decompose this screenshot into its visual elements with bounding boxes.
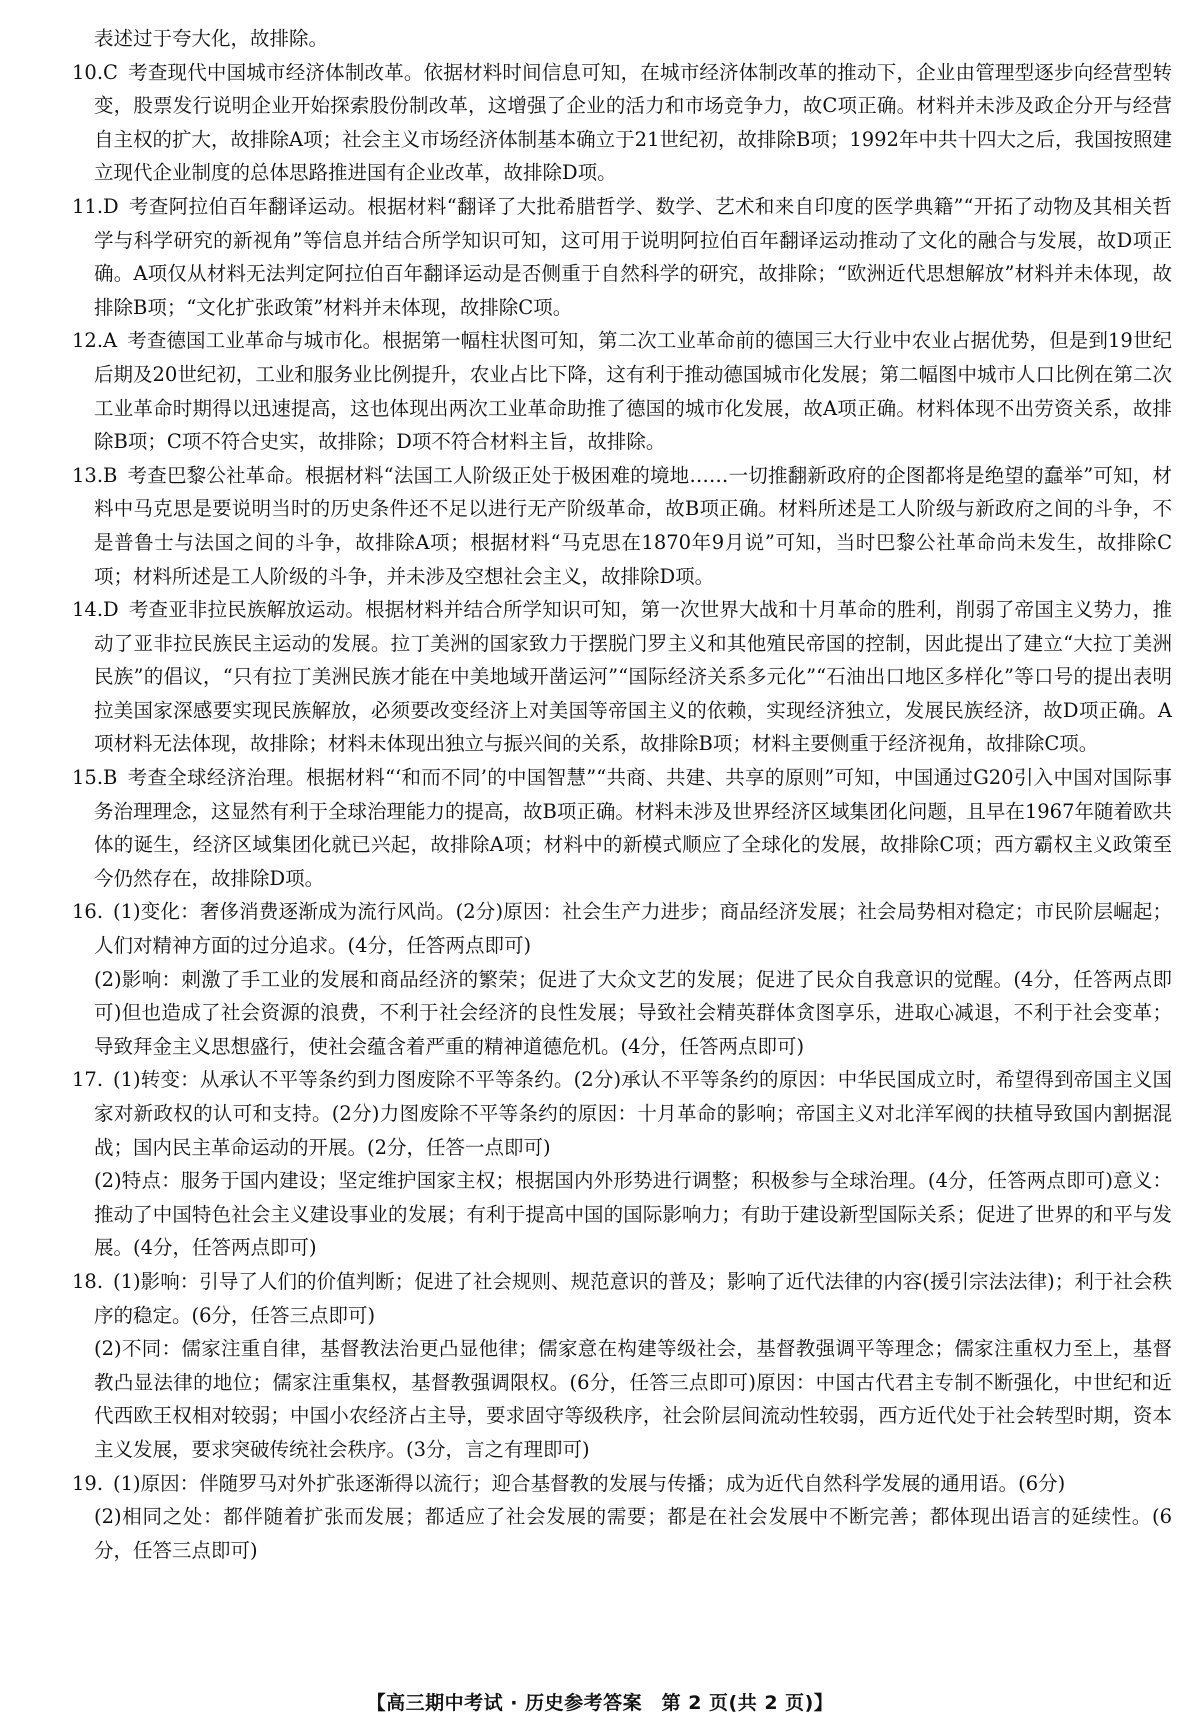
answer-text: 考查亚非拉民族解放运动。根据材料并结合所学知识可知，第一次世界大战和十月革命的胜利，削弱了帝国主义势力，推动了亚非拉民族民主运动的发展。拉丁美洲的国家致力于摆脱门罗主义和其他殖民帝国的控制，因此提出了建立“大拉丁美洲民族”的倡议，“只有拉丁美洲民族才能在中美地域开凿运河”“国际经济关系多元化”“石油出口地区多样化”等口号的提出表明拉美国家深感要实现民族解放，必须要改变经济上对美国等帝国主义的依赖，实现经济独立，发展民族经济，故D项正确。A项材料无法体现，故排除；材料未体现出独立与振兴间的关系，故排除B项；材料主要侧重于经济视角，故排除C项。 <box>94 598 1172 756</box>
answer-item <box>72 1467 1172 1501</box>
answer-number: 16. <box>72 900 104 924</box>
answer-subpart: (2)不同：儒家注重自律，基督教法治更凸显他律；儒家意在构建等级社会，基督教强调平等理念；儒家注重权力至上，基督教凸显法律的地位；儒家注重集权，基督教强调限权。(6分，任答三点即可)原因：中国古代君主专制不断强化，中世纪和近代西欧王权相对较弱；中国小农经济占主导，要求固守等级秩序，社会阶层间流动性较弱，西方近代处于社会转型时期，资本主义发展，要求突破传统社会秩序。(3分，言之有理即可) <box>94 1337 1172 1461</box>
answer-item <box>72 459 1172 593</box>
answer-number: 12.A <box>72 329 118 353</box>
answer-number: 13.B <box>72 463 118 487</box>
answer-number: 14.D <box>72 598 119 622</box>
answer-text: (1)转变：从承认不平等条约到力图废除不平等条约。(2分)承认不平等条约的原因：中华民国成立时，希望得到帝国主义国家对新政权的认可和支持。(2分)力图废除不平等条约的原因：十月革命的影响；帝国主义对北洋军阀的扶植导致国内割据混战；国内民主革命运动的开展。(2分，任答一点即可) <box>94 1068 1172 1159</box>
answer-item <box>72 761 1172 895</box>
answer-number: 15.B <box>72 766 118 790</box>
answer-item <box>72 190 1172 324</box>
answer-item <box>72 1265 1172 1332</box>
answer-text: (1)影响：引导了人们的价值判断；促进了社会规则、规范意识的普及；影响了近代法律的内容(援引宗法法律)；利于社会秩序的稳定。(6分，任答三点即可) <box>94 1269 1172 1327</box>
answer-number: 17. <box>72 1068 104 1092</box>
answer-text: 考查现代中国城市经济体制改革。依据材料时间信息可知，在城市经济体制改革的推动下，企业由管理型逐步向经营型转变，股票发行说明企业开始探索股份制改革，这增强了企业的活力和市场竞争力，故C项正确。材料并未涉及政企分开与经营自主权的扩大，故排除A项；社会主义市场经济体制基本确立于21世纪初，故排除B项；1992年中共十四大之后，我国按照建立现代企业制度的总体思路推进国有企业改革，故排除D项。 <box>94 60 1172 185</box>
answer-text: 考查巴黎公社革命。根据材料“法国工人阶级正处于极困难的境地……一切推翻新政府的企图都将是绝望的蠢举”可知，材料中马克思是要说明当时的历史条件还不足以进行无产阶级革命，故B项正确。材料所述是工人阶级与新政府之间的斗争，不是普鲁士与法国之间的斗争，故排除A项；根据材料“马克思在1870年9月说”可知，当时巴黎公社革命尚未发生，故排除C项；材料所述是工人阶级的斗争，并未涉及空想社会主义，故排除D项。 <box>94 463 1172 588</box>
answer-text: 考查德国工业革命与城市化。根据第一幅柱状图可知，第二次工业革命前的德国三大行业中农业占据优势，但是到19世纪后期及20世纪初，工业和服务业比例提升，农业占比下降，这有利于推动德国城市化发展；第二幅图中城市人口比例在第二次工业革命时期得以迅速提高，这也体现出两次工业革命助推了德国的城市化发展，故A项正确。材料体现不出劳资关系，故排除B项；C项不符合史实，故排除；D项不符合材料主旨，故排除。 <box>94 329 1172 454</box>
answer-item <box>72 593 1172 761</box>
answer-number: 19. <box>72 1471 104 1495</box>
answer-subpart: (2)特点：服务于国内建设；坚定维护国家主权；根据国内外形势进行调整；积极参与全球治理。(4分，任答两点即可)意义：推动了中国特色社会主义建设事业的发展；有利于提高中国的国际影响力；有助于建设新型国际关系；促进了世界的和平与发展。(4分，任答两点即可) <box>94 1169 1172 1260</box>
answer-text: 考查阿拉伯百年翻译运动。根据材料“翻译了大批希腊哲学、数学、艺术和来自印度的医学典籍”“开拓了动物及其相关哲学与科学研究的新视角”等信息并结合所学知识可知，这可用于说明阿拉伯百年翻译运动推动了文化的融合与发展，故D项正确。A项仅从材料无法判定阿拉伯百年翻译运动是否侧重于自然科学的研究，故排除；“欧洲近代思想解放”材料并未体现，故排除B项；“文化扩张政策”材料并未体现，故排除C项。 <box>94 194 1172 319</box>
answer-text: 考查全球经济治理。根据材料“‘和而不同’的中国智慧”“共商、共建、共享的原则”可知，中国通过G20引入中国对国际事务治理理念，这显然有利于全球治理能力的提高，故B项正确。材料未涉及世界经济区域集团化问题，且早在1967年随着欧共体的诞生，经济区域集团化就已兴起，故排除A项；材料中的新模式顺应了全球化的发展，故排除C项；西方霸权主义政策至今仍然存在，故排除D项。 <box>94 766 1172 890</box>
answer-item <box>72 1063 1172 1164</box>
answer-text: (1)原因：伴随罗马对外扩张逐渐得以流行；迎合基督教的发展与传播；成为近代自然科学发展的通用语。(6分) <box>113 1471 1066 1495</box>
answer-item <box>72 895 1172 962</box>
answer-content <box>72 22 1172 1567</box>
answer-item <box>72 324 1172 458</box>
answer-number: 18. <box>72 1269 104 1293</box>
answer-item <box>72 56 1172 190</box>
answer-number: 11.D <box>72 194 119 218</box>
answer-subpart: (2)影响：刺激了手工业的发展和商品经济的繁荣；促进了大众文艺的发展；促进了民众自我意识的觉醒。(4分，任答两点即可)但也造成了社会资源的浪费，不利于社会经济的良性发展；导致社会精英群体贪图享乐，进取心减退，不利于社会变革；导致拜金主义思想盛行，使社会蕴含着严重的精神道德危机。(4分，任答两点即可) <box>94 967 1172 1058</box>
answer-subpart: (2)相同之处：都伴随着扩张而发展；都适应了社会发展的需要；都是在社会发展中不断完善；都体现出语言的延续性。(6分，任答三点即可) <box>94 1505 1172 1562</box>
page-footer: 【高三期中考试 · 历史参考答案 第 2 页(共 2 页)】 <box>366 1692 834 1714</box>
answer-number: 10.C <box>72 60 118 84</box>
answer-text: (1)变化：奢侈消费逐渐成为流行风尚。(2分)原因：社会生产力进步；商品经济发展；社会局势相对稳定；市民阶层崛起；人们对精神方面的过分追求。(4分，任答两点即可) <box>94 900 1172 958</box>
continuation-text: 表述过于夸大化，故排除。 <box>94 27 329 50</box>
